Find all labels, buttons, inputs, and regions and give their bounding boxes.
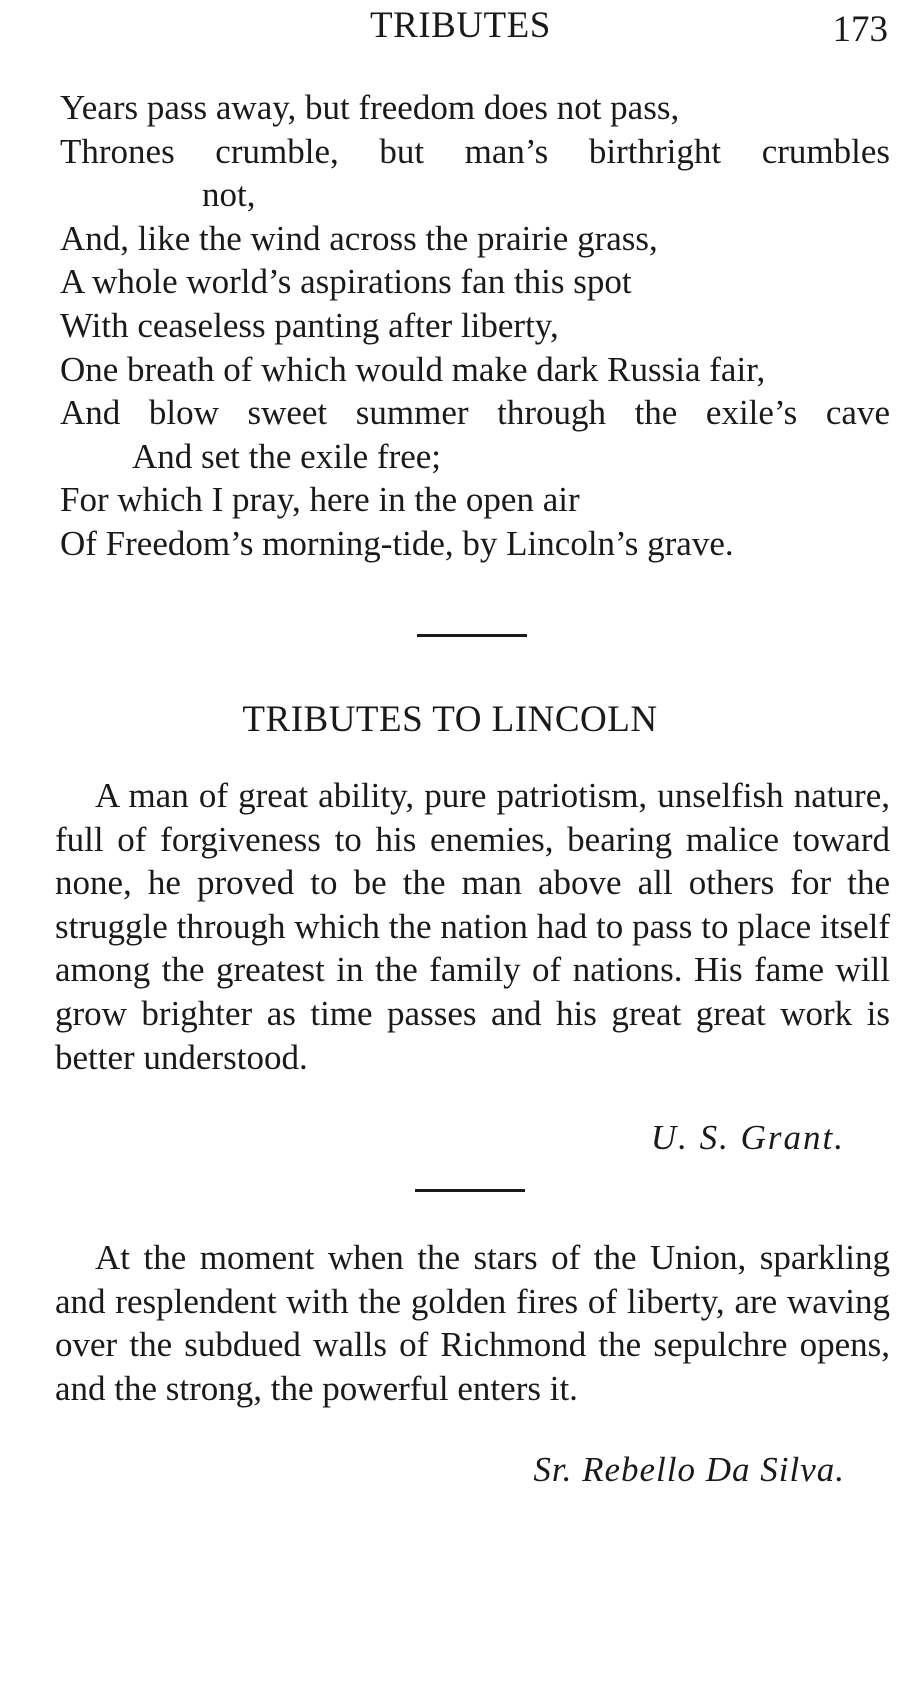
section-divider [417, 634, 527, 637]
poem-line: Years pass away, but freedom does not pass, [60, 88, 680, 127]
tribute-attribution: U. S. Grant. [650, 1118, 845, 1157]
section-divider [415, 1189, 525, 1192]
page-number: 173 [832, 9, 888, 50]
poem-line: One breath of which would make dark Russia fair, [60, 349, 766, 389]
poem-line: not, [202, 175, 256, 215]
poem-line: A whole world’s aspirations fan this spot [60, 262, 632, 302]
running-title: TRIBUTES [370, 5, 551, 46]
poem-line: And, like the wind across the prairie grass, [60, 218, 658, 258]
tribute-attribution: Sr. Rebello Da Silva. [533, 1450, 845, 1489]
poem-line: For which I pray, here in the open air [60, 480, 580, 520]
tribute-text: At the moment when the stars of the Union, sparkling and resplendent with the golden fires of liberty, are waving over the subdued walls of Richmond the sepulchre opens, and the strong, the powerful enters it. [55, 1238, 890, 1408]
poem-line: Of Freedom’s morning-tide, by Lincoln’s grave. [60, 523, 734, 563]
tribute-paragraph [55, 774, 890, 1079]
tribute-text: A man of great ability, pure patriotism, unselfish nature, full of forgiveness to his enemies, bearing malice toward none, he proved to be the man above all others for the struggle through which the nation had to pass to place itself among the greatest in the family of nations. His fame will grow brighter as time passes and his great great work is better understood. [55, 776, 890, 1077]
running-head [0, 4, 900, 54]
poem-line: And blow sweet summer through the exile’s cave [60, 393, 890, 433]
poem-line: With ceaseless panting after liberty, [60, 305, 559, 345]
poem [60, 86, 890, 566]
poem-line: Thrones crumble, but man’s birthright crumbles [60, 131, 890, 171]
poem-line: And set the exile free; [132, 436, 442, 476]
section-heading: TRIBUTES TO LINCOLN [242, 699, 658, 740]
tribute-paragraph [55, 1236, 890, 1410]
